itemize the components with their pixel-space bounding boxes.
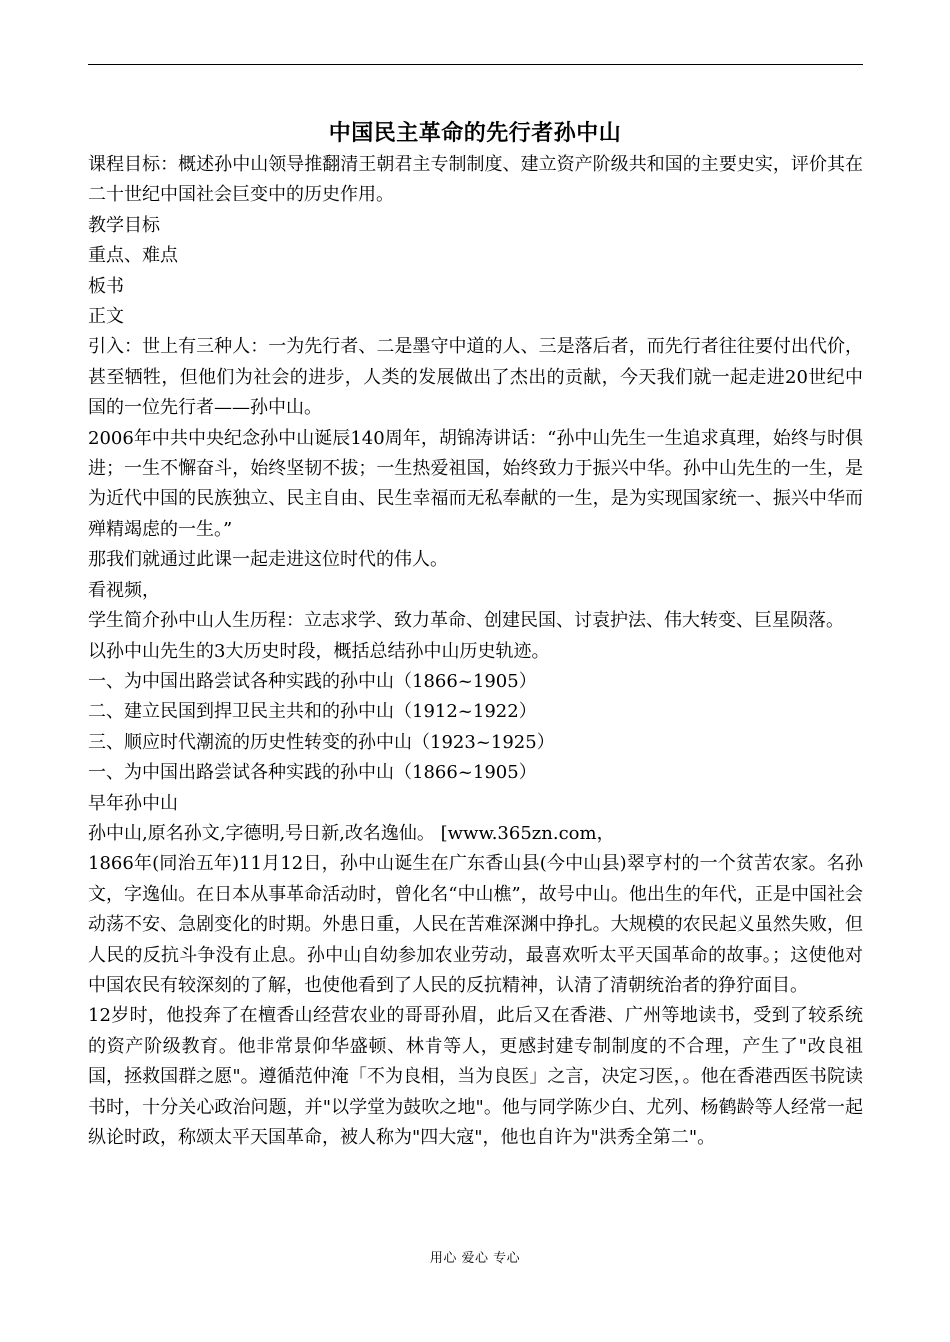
paragraph-early-years: 早年孙中山 [88,792,178,814]
paragraph-section-heading: 一、为中国出路尝试各种实践的孙中山（1866~1905） [88,762,537,784]
paragraph-transition: 那我们就通过此课一起走进这位时代的伟人。 [88,549,448,571]
paragraph-period-2: 二、建立民国到捍卫民主共和的孙中山（1912~1922） [88,701,537,723]
page-title: 中国民主革命的先行者孙中山 [328,120,622,146]
paragraph-speech-quote: 2006年中共中央纪念孙中山诞辰140周年，胡锦涛讲话：“孙中山先生一生追求真理，始终与时俱进；一生不懈奋斗，始终坚韧不拔；一生热爱祖国，始终致力于振兴中华。孙中山先生的一生，是为近代中国的民族独立、民主自由、民生幸福而无私奉献的一生，是为实现国家统一、振兴中华而殚精竭虑的一生。” [88,427,863,540]
header-rule [88,64,863,65]
paragraph-names: 孙中山,原名孙文,字德明,号日新,改名逸仙。 [www.365zn.com， [88,822,615,844]
paragraph-board: 板书 [88,275,124,297]
paragraph-period-1: 一、为中国出路尝试各种实践的孙中山（1866~1905） [88,670,537,692]
paragraph-course-goal: 课程目标：概述孙中山领导推翻清王朝君主专制制度、建立资产阶级共和国的主要史实，评价其在二十世纪中国社会巨变中的历史作用。 [88,154,863,206]
paragraph-video: 看视频， [88,579,160,601]
paragraph-key-points: 重点、难点 [88,245,178,267]
paragraph-introduction: 引入：世上有三种人：一为先行者、二是墨守中道的人、三是落后者，而先行者往往要付出代价，甚至牺牲，但他们为社会的进步，人类的发展做出了杰出的贡献，今天我们就一起走进20世纪中国的一位先行者——孙中山。 [88,336,863,419]
paragraph-three-periods: 以孙中山先生的3大历史时段，概括总结孙中山历史轨迹。 [88,640,550,662]
paragraph-birth: 1866年(同治五年)11月12日，孙中山诞生在广东香山县(今中山县)翠亨村的一个贫苦农家。名孙文，字逸仙。在日本从事革命活动时，曾化名“中山樵”，故号中山。他出生的年代，正是中国社会动荡不安、急剧变化的时期。外患日重，人民在苦难深渊中挣扎。大规模的农民起义虽然失败，但人民的反抗斗争没有止息。孙中山自幼参加农业劳动，最喜欢听太平天国革命的故事。；这使他对中国农民有较深刻的了解，也使他看到了人民的反抗精神，认清了清朝统治者的狰狞面目。 [88,853,863,996]
paragraph-teaching-goal: 教学目标 [88,214,160,236]
page-footer: 用心 爱心 专心 [429,1251,521,1266]
paragraph-life-overview: 学生简介孙中山人生历程：立志求学、致力革命、创建民国、讨袁护法、伟大转变、巨星陨落。 [88,610,844,632]
paragraph-period-3: 三、顺应时代潮流的历史性转变的孙中山（1923~1925） [88,731,555,753]
document-body [88,150,863,1153]
paragraph-main-text: 正文 [88,306,124,328]
paragraph-education: 12岁时，他投奔了在檀香山经营农业的哥哥孙眉，此后又在香港、广州等地读书，受到了较系统的资产阶级教育。他非常景仰华盛顿、林肯等人，更感封建专制制度的不合理，产生了"改良祖国，拯救国群之愿"。遵循范仲淹「不为良相，当为良医」之言，决定习医，。他在香港西医书院读书时，十分关心政治问题，并"以学堂为鼓吹之地"。他与同学陈少白、尤列、杨鹤龄等人经常一起纵论时政，称颂太平天国革命，被人称为"四大寇"，他也自许为"洪秀全第二"。 [88,1005,863,1148]
